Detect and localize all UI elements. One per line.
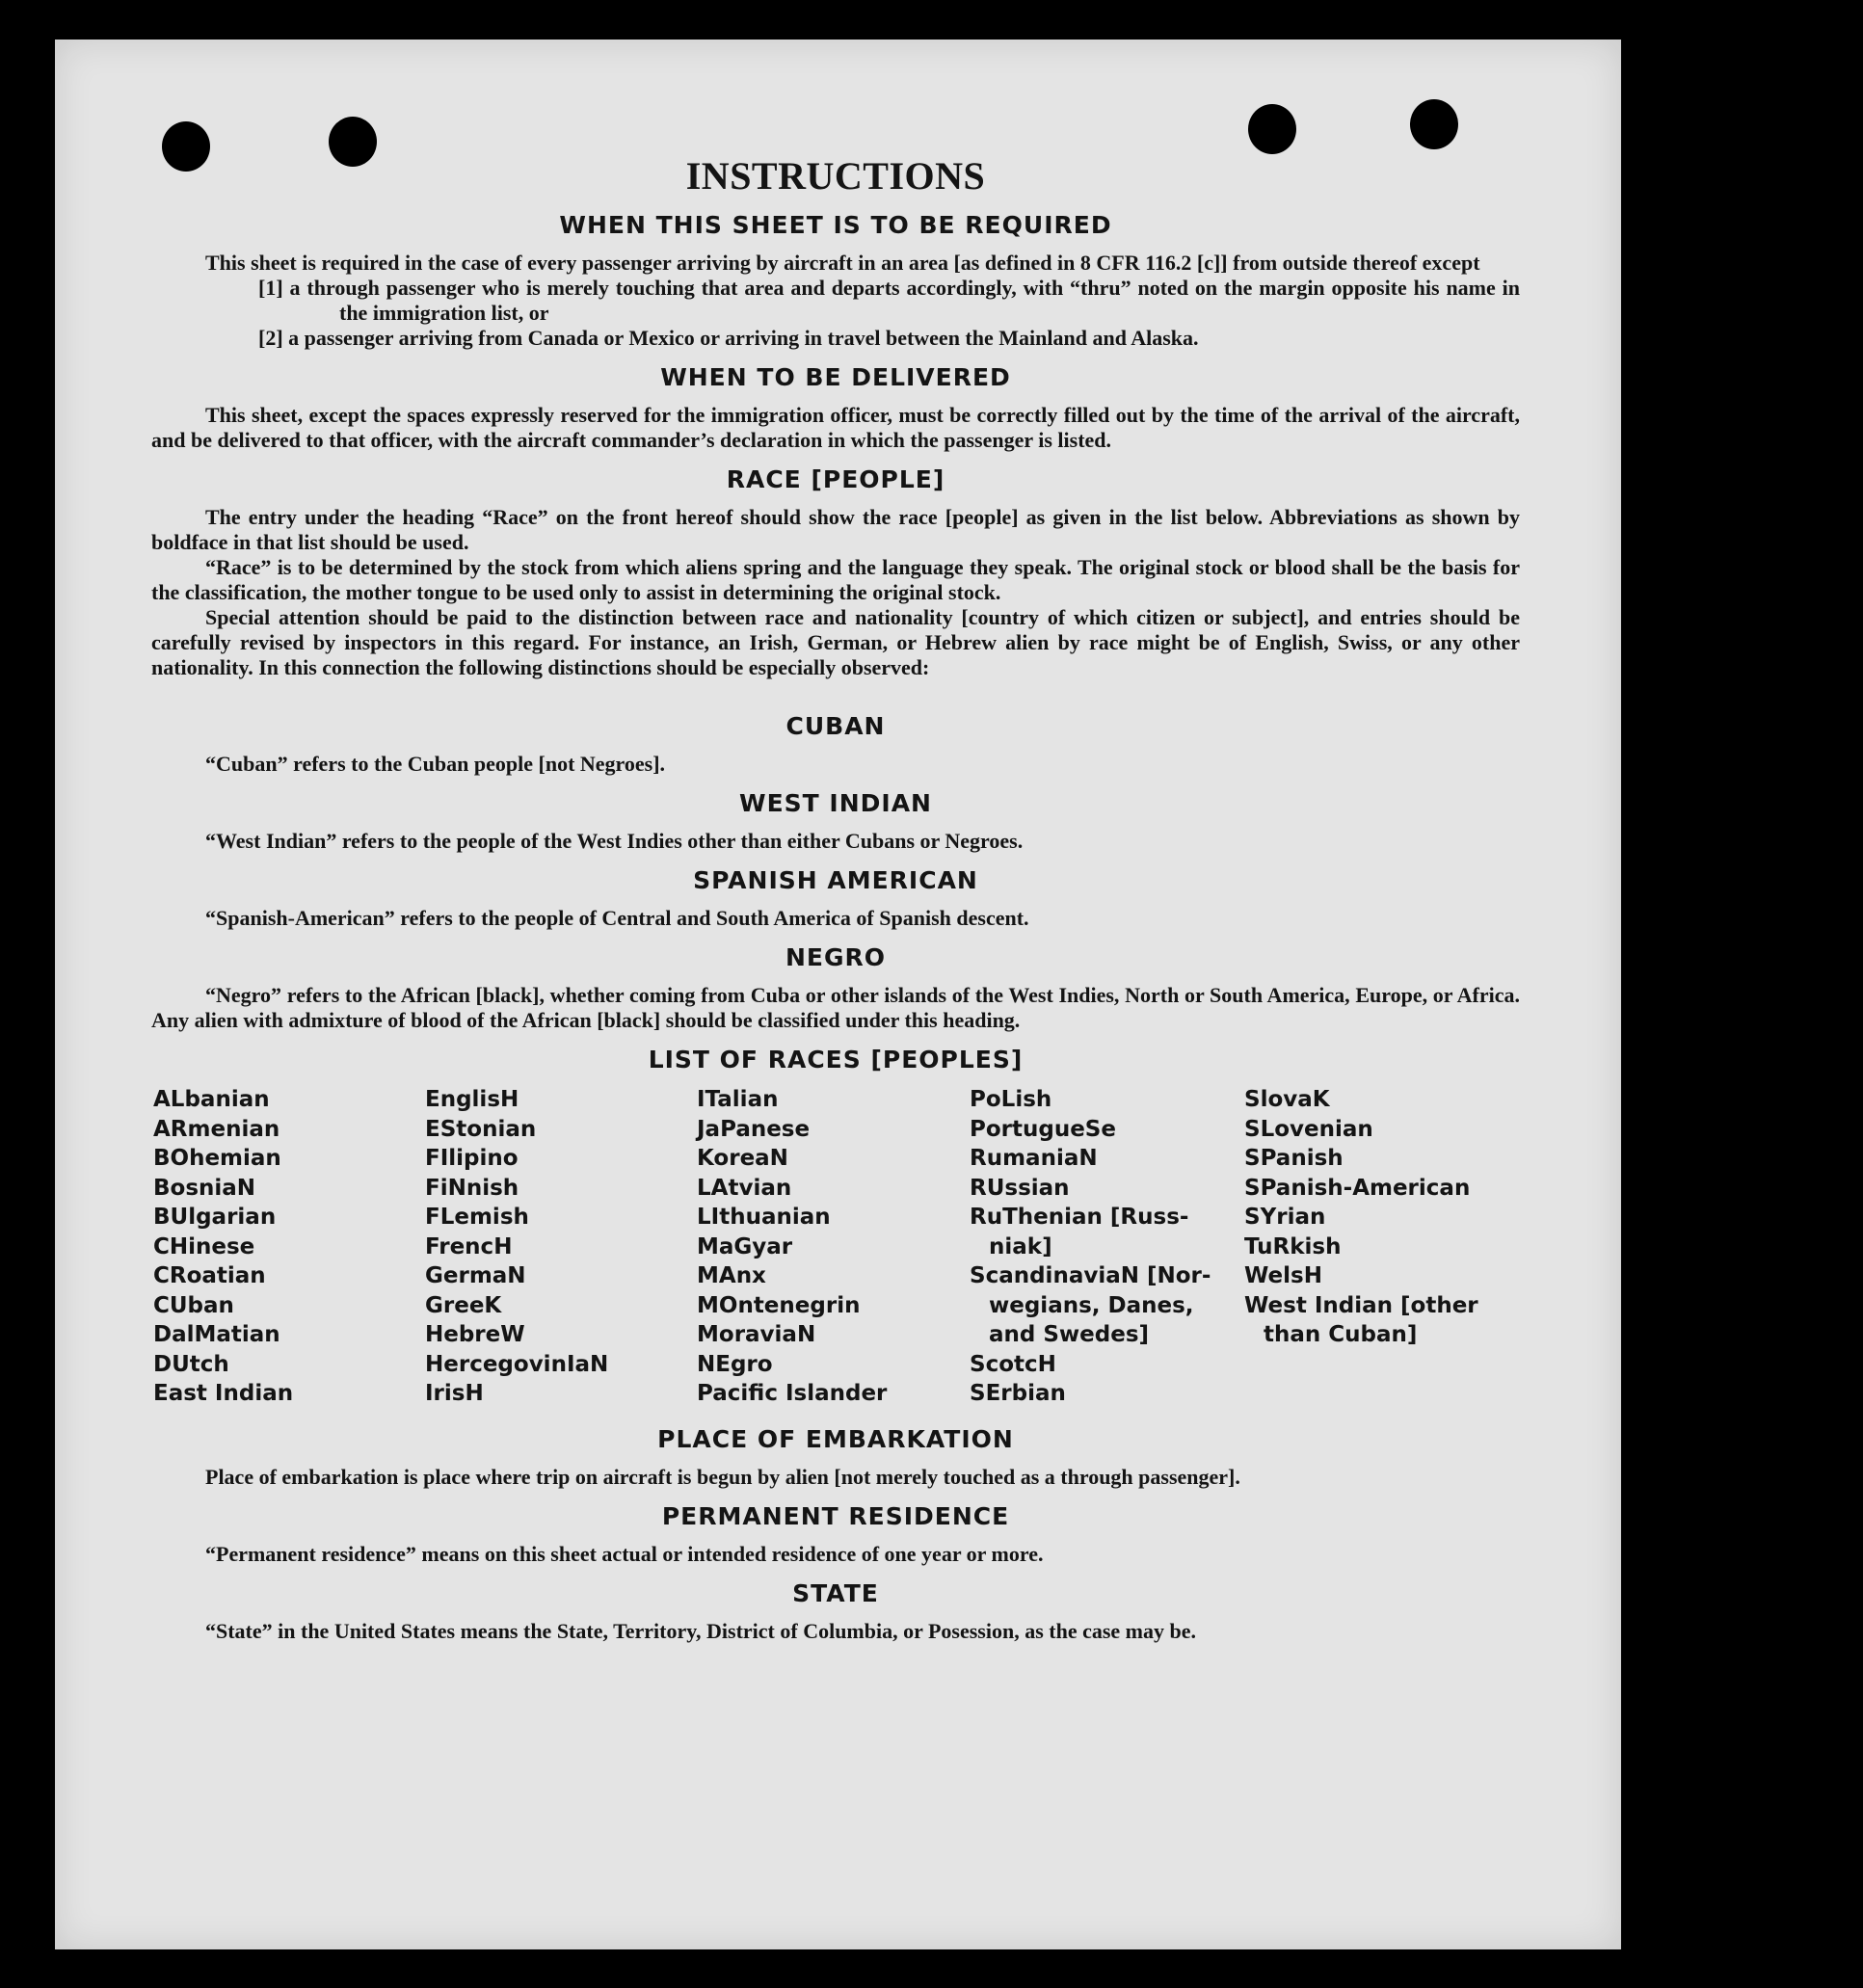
section-heading-cuban: CUBAN — [785, 712, 886, 740]
delivered-text: This sheet, except the spaces expressly reserved for the immigration officer, must be correctly filled out by the time of the arrival of the aircraft, and be delivered to that officer, with the aircraft commander’s declaration in which the passenger is listed. — [151, 403, 1520, 452]
race-entry: EnglisH — [425, 1087, 519, 1112]
race-entry: EStonian — [425, 1116, 537, 1142]
race-entry: CRoatian — [153, 1263, 266, 1288]
section-heading-negro: NEGRO — [785, 943, 887, 971]
race-entry: PortugueSe — [970, 1116, 1116, 1142]
race-entry: KoreaN — [697, 1146, 788, 1171]
required-intro: This sheet is required in the case of every passenger arriving by aircraft in an area [as defined in 8 CFR 116.2 [c]] from outside thereof except — [205, 251, 1480, 275]
race-entry: West Indian [other — [1244, 1292, 1478, 1318]
race-entry: ScotcH — [970, 1351, 1056, 1377]
race-entry: BUlgarian — [153, 1205, 277, 1230]
races-column — [425, 1085, 697, 1409]
race-entry: GreeK — [425, 1292, 502, 1318]
punch-hole — [1410, 99, 1458, 149]
races-list — [153, 1085, 1520, 1409]
race-entry: SLovenian — [1244, 1116, 1373, 1142]
race-entry: DUtch — [153, 1351, 229, 1377]
race-entry: MaGyar — [697, 1233, 793, 1259]
required-item-1: [1] a through passenger who is merely touching that area and departs accordingly, with “thru” noted on the margin opposite his name in the immigration list, or — [258, 276, 1520, 325]
section-heading-required: WHEN THIS SHEET IS TO BE REQUIRED — [559, 211, 1112, 239]
race-entry: NEgro — [697, 1351, 773, 1377]
race-entry: Pacific Islander — [697, 1381, 888, 1406]
race-entry: BosniaN — [153, 1175, 256, 1201]
race-entry: HebreW — [425, 1322, 525, 1347]
residence-text: “Permanent residence” means on this sheet actual or intended residence of one year or more. — [205, 1541, 1044, 1566]
document-sheet — [55, 40, 1621, 1949]
race-entry: FiNnish — [425, 1175, 519, 1201]
race-entry: FrencH — [425, 1233, 513, 1259]
races-column — [1244, 1085, 1522, 1409]
race-entry: MOntenegrin — [697, 1292, 861, 1318]
race-entry: HercegovinIaN — [425, 1351, 609, 1377]
race-entry: LAtvian — [697, 1175, 792, 1201]
race-entry: ITalian — [697, 1087, 779, 1112]
punch-hole — [1248, 104, 1296, 154]
race-entry: FLemish — [425, 1205, 529, 1230]
race-paragraph: The entry under the heading “Race” on the front hereof should show the race [people] as given in the list below. Abbreviations as shown by boldface in that list should be used. — [151, 505, 1520, 554]
embarkation-text: Place of embarkation is place where trip on aircraft is begun by alien [not merely touched as a through passenger]. — [205, 1464, 1240, 1489]
section-heading-race: RACE [PEOPLE] — [726, 465, 945, 493]
race-entry: East Indian — [153, 1381, 294, 1406]
section-heading-state: STATE — [792, 1578, 879, 1607]
section-heading-west-indian: WEST INDIAN — [739, 789, 932, 817]
section-heading-embarkation: PLACE OF EMBARKATION — [657, 1424, 1014, 1453]
race-entry: TuRkish — [1244, 1233, 1342, 1259]
race-entry: ALbanian — [153, 1087, 270, 1112]
race-entry: SPanish-American — [1244, 1175, 1471, 1201]
race-entry: LIthuanian — [697, 1205, 831, 1230]
race-entry: ARmenian — [153, 1116, 280, 1142]
instructions-content — [151, 153, 1520, 1656]
section-heading-residence: PERMANENT RESIDENCE — [661, 1501, 1010, 1530]
section-heading-list-of-races: LIST OF RACES [PEOPLES] — [648, 1046, 1024, 1074]
race-entry-continuation: than Cuban] — [1264, 1322, 1418, 1347]
race-entry: MoraviaN — [697, 1322, 816, 1347]
races-column — [970, 1085, 1244, 1409]
race-entry: BOhemian — [153, 1146, 281, 1171]
races-column — [697, 1085, 970, 1409]
race-entry: JaPanese — [697, 1116, 811, 1142]
race-entry: RUssian — [970, 1175, 1070, 1201]
races-column — [153, 1085, 425, 1409]
race-entry: PoLish — [970, 1087, 1052, 1112]
race-entry: MAnx — [697, 1263, 766, 1288]
page-title: INSTRUCTIONS — [685, 154, 986, 198]
race-entry: CHinese — [153, 1233, 255, 1259]
race-entry: DalMatian — [153, 1322, 280, 1347]
section-heading-delivered: WHEN TO BE DELIVERED — [660, 363, 1011, 391]
state-text: “State” in the United States means the State, Territory, District of Columbia, or Posession, as the case may be. — [205, 1618, 1197, 1643]
spanish-american-text: “Spanish-American” refers to the people of Central and South America of Spanish descent. — [205, 906, 1029, 930]
race-entry: SYrian — [1244, 1205, 1326, 1230]
race-entry: SErbian — [970, 1381, 1066, 1406]
race-entry: RuThenian [Russ- — [970, 1205, 1189, 1230]
race-entry: SPanish — [1244, 1146, 1344, 1171]
section-heading-spanish-american: SPANISH AMERICAN — [693, 866, 978, 894]
race-entry: CUban — [153, 1292, 234, 1318]
required-item-2: [2] a passenger arriving from Canada or Mexico or arriving in travel between the Mainland and Alaska. — [258, 326, 1199, 350]
race-entry: WelsH — [1244, 1263, 1322, 1288]
race-paragraph: “Race” is to be determined by the stock from which aliens spring and the language they speak. The original stock or blood shall be the basis for the classification, the mother tongue to be used only to assist in determining the original stock. — [151, 555, 1520, 604]
race-entry: IrisH — [425, 1381, 484, 1406]
cuban-text: “Cuban” refers to the Cuban people [not Negroes]. — [205, 752, 666, 776]
race-entry: SlovaK — [1244, 1087, 1330, 1112]
race-entry: FIlipino — [425, 1146, 519, 1171]
race-entry-continuation: wegians, Danes, — [989, 1292, 1194, 1318]
race-paragraph: Special attention should be paid to the distinction between race and nationality [country of which citizen or subject], and entries should be carefully revised by inspectors in this regard. For instance, an Irish, German, or Hebrew alien by race might be of English, Swiss, or any other nationality. In this connection the following distinctions should be especially observed: — [151, 605, 1520, 679]
west-indian-text: “West Indian” refers to the people of the West Indies other than either Cubans or Negroes. — [205, 829, 1024, 853]
negro-text: “Negro” refers to the African [black], whether coming from Cuba or other islands of the West Indies, North or South America, Europe, or Africa. Any alien with admixture of blood of the African [black] should be classified under this heading. — [151, 983, 1520, 1032]
race-entry-continuation: niak] — [989, 1233, 1052, 1259]
race-entry: ScandinaviaN [Nor- — [970, 1263, 1211, 1288]
race-entry-continuation: and Swedes] — [989, 1322, 1150, 1347]
race-entry: RumaniaN — [970, 1146, 1098, 1171]
race-entry: GermaN — [425, 1263, 526, 1288]
